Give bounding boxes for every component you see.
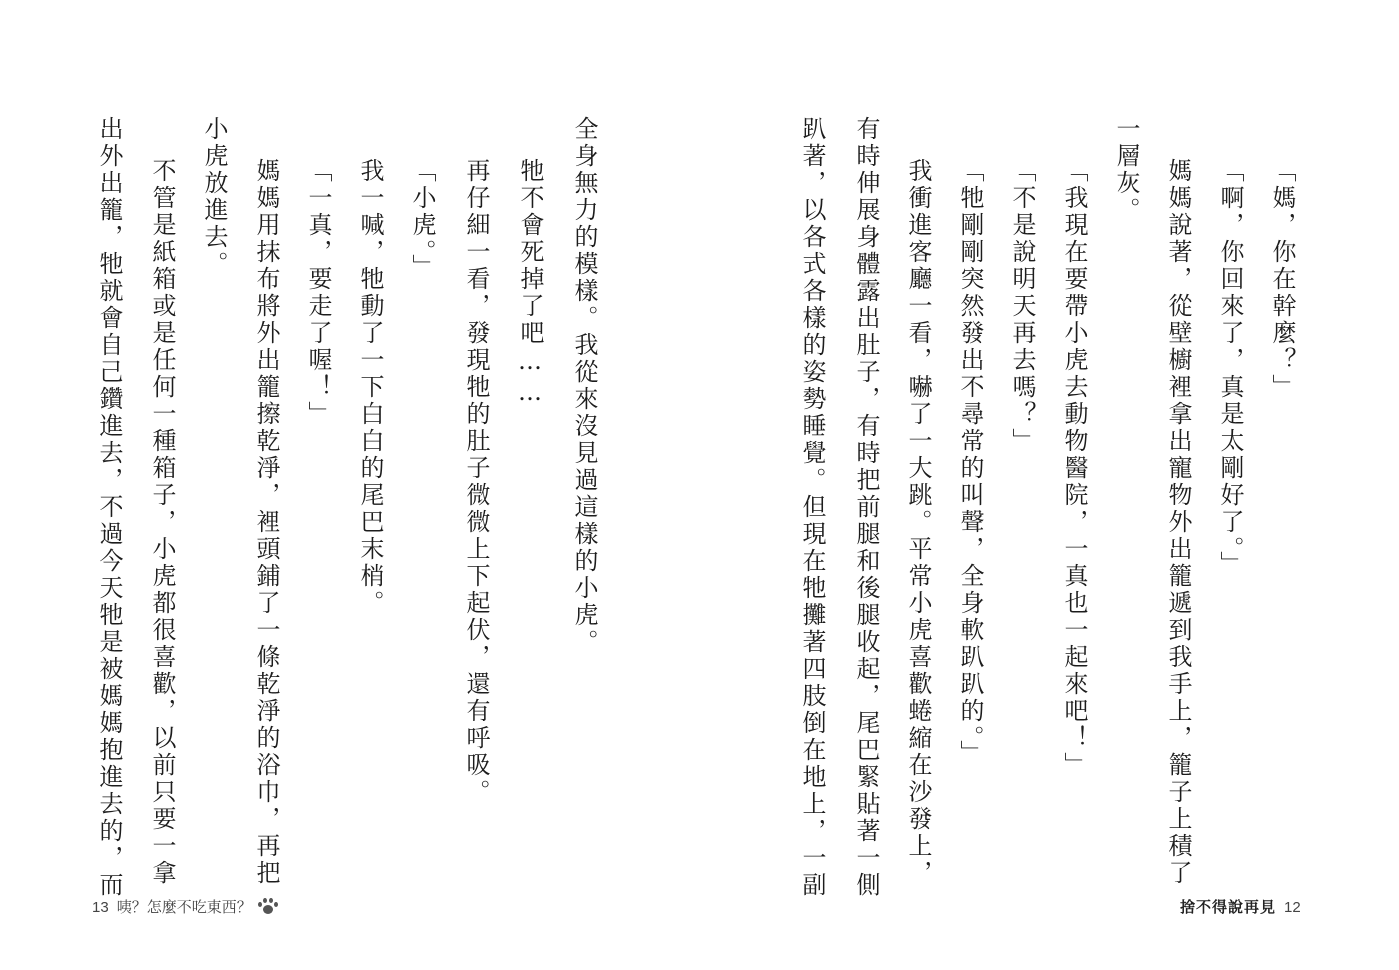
text-column: 「小虎。」	[408, 158, 436, 281]
paw-print-icon	[258, 898, 278, 914]
text-column: 「啊，你回來了，真是太剛好了。」	[1216, 158, 1244, 578]
page-number: 13	[92, 899, 109, 916]
text-column: 我一喊，牠動了一下白白的尾巴末梢。	[356, 158, 384, 617]
text-column: 一層灰。	[1112, 116, 1140, 224]
text-column: 「牠剛剛突然發出不尋常的叫聲，全身軟趴趴的。」	[956, 158, 984, 767]
book-title: 捨不得說再見	[1180, 899, 1277, 916]
text-column: 「媽，你在幹麼？」	[1268, 158, 1296, 401]
text-column: 再仔細一看，發現牠的肚子微微上下起伏，還有呼吸。	[462, 158, 490, 806]
text-column: 趴著，以各式各樣的姿勢睡覺。但現在牠攤著四肢倒在地上，一副	[798, 116, 826, 899]
text-column: 我衝進客廳一看，嚇了一大跳。平常小虎喜歡蜷縮在沙發上，	[904, 158, 932, 887]
page-number: 12	[1284, 899, 1301, 916]
text-column: 牠不會死掉了吧……	[516, 158, 544, 409]
text-column: 媽媽用抹布將外出籠擦乾淨，裡頭鋪了一條乾淨的浴巾，再把	[252, 158, 280, 887]
right-page	[700, 0, 1399, 970]
text-column: 有時伸展身體露出肚子，有時把前腿和後腿收起，尾巴緊貼著一側	[852, 116, 880, 899]
chapter-title: 咦？怎麼不吃東西？	[116, 899, 252, 916]
text-column: 出外出籠，牠就會自己鑽進去，不過今天牠是被媽媽抱進去的，而	[95, 116, 123, 899]
text-column: 全身無力的模樣。我從來沒見過這樣的小虎。	[570, 116, 598, 656]
text-column: 小虎放進去。	[200, 116, 228, 278]
page-footer	[1180, 896, 1301, 917]
text-column: 媽媽說著，從壁櫥裡拿出寵物外出籠遞到我手上，籠子上積了	[1164, 158, 1192, 887]
text-column: 「一真，要走了喔！」	[304, 158, 332, 428]
text-column: 不管是紙箱或是任何一種箱子，小虎都很喜歡，以前只要一拿	[148, 158, 176, 887]
text-column: 「我現在要帶小虎去動物醫院，一真也一起來吧！」	[1060, 158, 1088, 779]
text-column: 「不是說明天再去嗎？」	[1008, 158, 1036, 455]
page-footer	[92, 896, 278, 917]
